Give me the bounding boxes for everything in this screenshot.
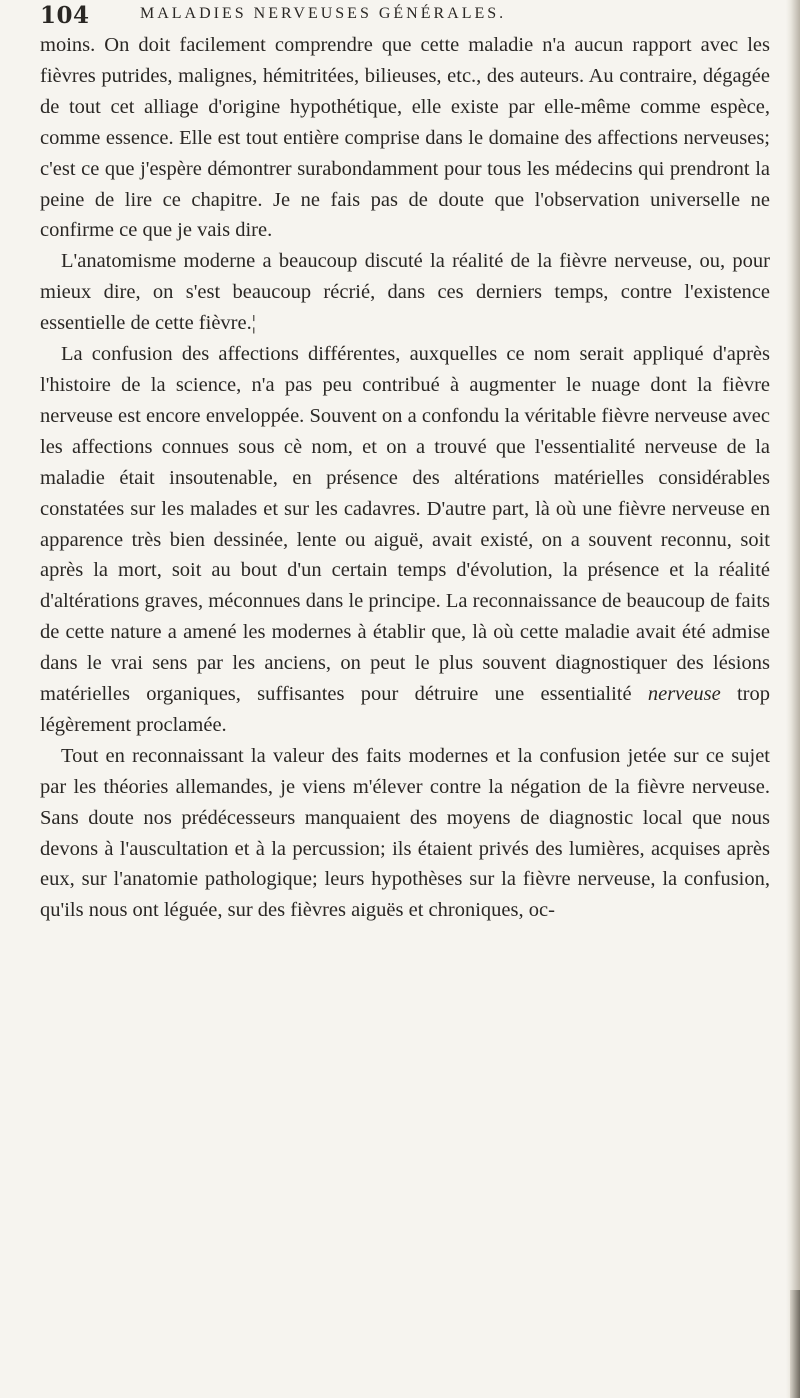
page-edge-shadow (786, 0, 800, 1398)
page-number: 104 (40, 2, 90, 29)
paragraph-3 (40, 339, 770, 741)
paragraph-3-text: La confusion des affections différentes, auxquelles ce nom serait appliqué d'après l'histoire de la science, n'a pas peu contribué à augmenter le nuage dont la fièvre nerveuse est encore enveloppée. Souvent on a confondu la véritable fièvre nerveuse avec les affections connues sous cè nom, et on a trouvé que l'essentialité nerveuse de la maladie était insoutenable, en présence des altérations matérielles considérables constatées sur les malades et sur les cadavres. D'autre part, là où une fièvre nerveuse en apparence très bien dessinée, lente ou aiguë, avait existé, on a souvent reconnu, soit après la mort, soit au bout d'un certain temps d'évolution, la présence et la réalité d'altérations graves, méconnues dans le principe. La reconnaissance de beaucoup de faits de cette nature a amené les modernes à établir que, là où cette maladie avait été admise dans le vrai sens par les anciens, on peut le plus souvent diagnostiquer des lésions matérielles organiques, suffisantes pour détruire une essentialité (40, 343, 770, 706)
page-edge-dark (790, 1290, 800, 1398)
paragraph-3-end: trop légèrement proclamée. (40, 683, 770, 736)
body-text (40, 30, 770, 926)
paragraph-1-continuation: moins. On doit facilement comprendre que cette maladie n'a aucun rapport avec les fièvres putrides, malignes, hémitritées, bilieuses, etc., des auteurs. Au contraire, dégagée de tout cet alliage d'origine hypothétique, elle existe par elle-même comme espèce, comme essence. Elle est tout entière comprise dans le domaine des affections nerveuses; c'est ce que j'espère démontrer surabondamment pour tous les médecins qui prendront la peine de lire ce chapitre. Je ne fais pas de doute que l'observation universelle ne confirme ce que je vais dire. (40, 34, 770, 242)
emphasis-nerveuse: nerveuse (647, 683, 721, 706)
paragraph-2: L'anatomisme moderne a beaucoup discuté la réalité de la fièvre nerveuse, ou, pour mieux dire, on s'est beaucoup récrié, dans ces derniers temps, contre l'existence essentielle de cette fièvre.¦ (40, 250, 770, 335)
page-header (40, 2, 770, 32)
paragraph-4: Tout en reconnaissant la valeur des faits modernes et la confusion jetée sur ce sujet par les théories allemandes, je viens m'élever contre la négation de la fièvre nerveuse. Sans doute nos prédécesseurs manquaient des moyens de diagnostic local que nous devons à l'auscultation et à la percussion; ils étaient privés des lumières, acquises après eux, sur l'anatomie pathologique; leurs hypothèses sur la fièvre nerveuse, la confusion, qu'ils nous ont léguée, sur des fièvres aiguës et chroniques, oc- (40, 744, 770, 922)
running-title: MALADIES NERVEUSES GÉNÉRALES. (140, 5, 507, 22)
